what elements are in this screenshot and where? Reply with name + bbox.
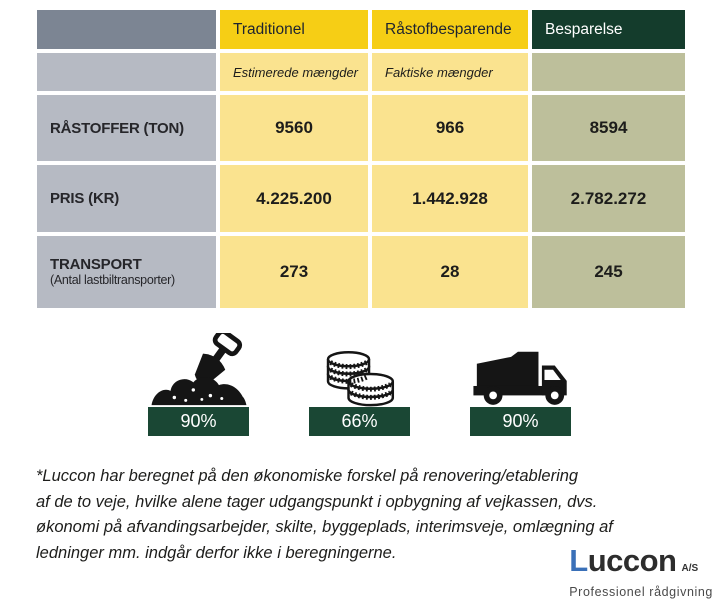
cell-pris-traditionel: 4.225.200 — [220, 165, 368, 232]
subheader-estimerede: Estimerede mængder — [220, 53, 368, 91]
dump-truck-icon — [470, 341, 571, 407]
subheader-besparelse-empty — [532, 53, 685, 91]
cell-raastoffer-raastofbesparende: 966 — [372, 95, 528, 161]
footnote-line: økonomi på afvandingsarbejder, skilte, byggeplads, interimsveje, omlægning af — [36, 518, 613, 536]
luccon-logo — [569, 543, 713, 599]
logo-brand-rest: uccon — [587, 543, 677, 578]
savings-badge-pris: 66% — [309, 407, 410, 436]
column-header-traditionel: Traditionel — [220, 10, 368, 49]
subheader-empty-cell — [37, 53, 216, 91]
row-label-transport — [37, 236, 216, 308]
cell-raastoffer-traditionel: 9560 — [220, 95, 368, 161]
subheader-faktiske: Faktiske mængder — [372, 53, 528, 91]
column-header-raastofbesparende: Råstofbesparende — [372, 10, 528, 49]
coins-iconbox — [309, 333, 410, 407]
savings-badge-raastoffer: 90% — [148, 407, 249, 436]
footnote — [36, 464, 613, 566]
row-label-pris — [37, 165, 216, 232]
cell-transport-raastofbesparende: 28 — [372, 236, 528, 308]
savings-group-pris — [309, 333, 410, 436]
row-label-text: RÅSTOFFER (TON) — [50, 119, 184, 137]
footnote-line: af de to veje, hvilke alene tager udgangspunkt i opbygning af vejkassen, dvs. — [36, 492, 598, 511]
dump-truck-iconbox — [470, 333, 571, 407]
savings-group-transport — [470, 333, 571, 436]
row-label-raastoffer — [37, 95, 216, 161]
logo-letter-l: L — [569, 543, 588, 578]
savings-group-raastoffer — [148, 333, 249, 436]
coins-icon — [319, 341, 401, 407]
shovel-dirt-iconbox — [148, 333, 249, 407]
cell-transport-traditionel: 273 — [220, 236, 368, 308]
savings-badge-transport: 90% — [470, 407, 571, 436]
footnote-line: ledninger mm. indgår derfor ikke i beregningerne. — [36, 543, 397, 562]
row-sublabel-text: (Antal lastbiltransporter) — [50, 273, 175, 287]
cell-raastoffer-besparelse: 8594 — [532, 95, 685, 161]
cell-pris-besparelse: 2.782.272 — [532, 165, 685, 232]
header-empty-cell — [37, 10, 216, 49]
logo-wordmark — [569, 543, 713, 584]
row-label-text: TRANSPORT — [50, 256, 142, 273]
logo-tagline: Professionel rådgivning — [569, 585, 713, 599]
cell-transport-besparelse: 245 — [532, 236, 685, 308]
footnote-line: *Luccon har beregnet på den økonomiske forskel på renovering/etablering — [36, 467, 579, 485]
shovel-dirt-icon — [149, 333, 249, 407]
comparison-table — [37, 10, 685, 308]
logo-company-suffix: A/S — [681, 563, 699, 574]
cell-pris-raastofbesparende: 1.442.928 — [372, 165, 528, 232]
row-label-text: PRIS (KR) — [50, 190, 120, 207]
column-header-besparelse: Besparelse — [532, 10, 685, 49]
